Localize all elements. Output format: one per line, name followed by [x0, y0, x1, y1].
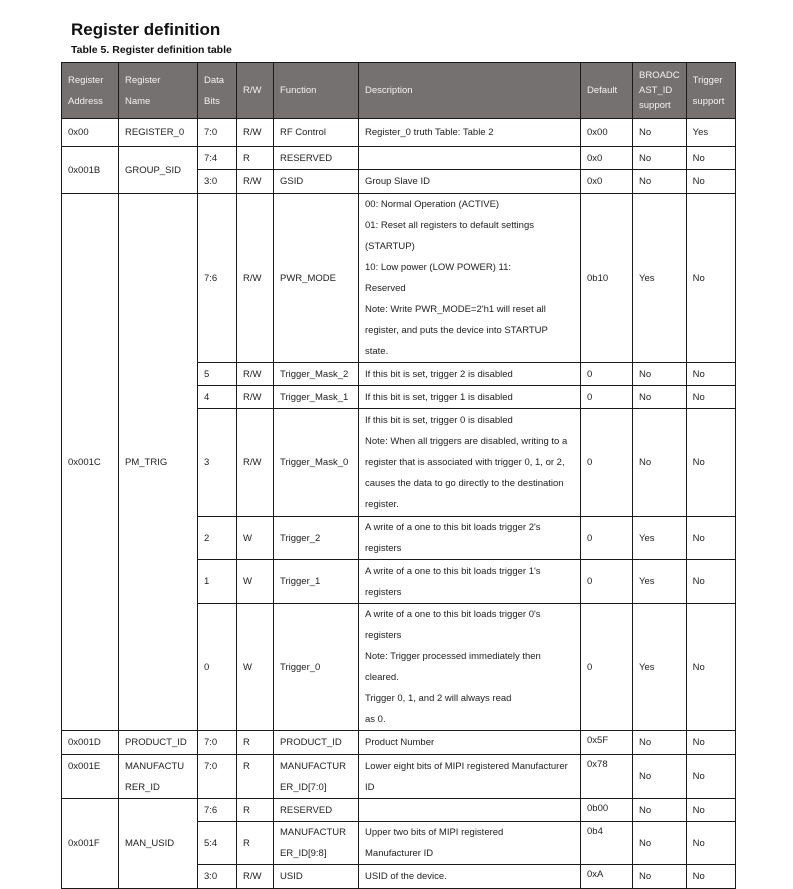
- data-bits: 2: [198, 517, 237, 560]
- function: PRODUCT_ID: [274, 731, 359, 755]
- data-bits: 3: [198, 409, 237, 517]
- trigger-support: No: [686, 755, 735, 799]
- trigger-support: No: [686, 147, 735, 170]
- table-header-row: [62, 63, 736, 119]
- function: Trigger_2: [274, 517, 359, 560]
- default-value: 0: [581, 604, 633, 731]
- rw-access: R: [237, 755, 274, 799]
- data-bits: 7:6: [198, 194, 237, 363]
- trigger-support: No: [686, 822, 735, 865]
- default-value: 0x5F: [581, 731, 633, 755]
- description: Upper two bits of MIPI registered Manufacturer ID: [359, 822, 581, 865]
- function: MANUFACTUR ER_ID[9:8]: [274, 822, 359, 865]
- description: A write of a one to this bit loads trigger 0's registers Note: Trigger processed immediately then cleared. Trigger 0, 1, and 2 will always read as 0.: [359, 604, 581, 731]
- function: Trigger_Mask_0: [274, 409, 359, 517]
- register-address: 0x001B: [62, 147, 119, 194]
- description: A write of a one to this bit loads trigger 2's registers: [359, 517, 581, 560]
- register-address: 0x001F: [62, 799, 119, 889]
- data-bits: 0: [198, 604, 237, 731]
- broadcast-support: Yes: [633, 560, 687, 604]
- function: RESERVED: [274, 147, 359, 170]
- register-address: 0x001C: [62, 194, 119, 731]
- default-value: 0x0: [581, 147, 633, 170]
- data-bits: 1: [198, 560, 237, 604]
- table-row: [62, 755, 736, 799]
- data-bits: 3:0: [198, 865, 237, 889]
- trigger-support: No: [686, 386, 735, 409]
- column-header-rw: R/W: [237, 63, 274, 119]
- rw-access: R/W: [237, 194, 274, 363]
- register-name: PM_TRIG: [119, 194, 198, 731]
- column-header-trigger-support: Trigger support: [686, 63, 735, 119]
- broadcast-support: No: [633, 731, 687, 755]
- broadcast-support: No: [633, 409, 687, 517]
- register-name: MAN_USID: [119, 799, 198, 889]
- register-name: GROUP_SID: [119, 147, 198, 194]
- rw-access: R/W: [237, 170, 274, 194]
- default-value: 0: [581, 560, 633, 604]
- broadcast-support: No: [633, 363, 687, 386]
- description: Lower eight bits of MIPI registered Manufacturer ID: [359, 755, 581, 799]
- register-address: 0x00: [62, 119, 119, 147]
- rw-access: R/W: [237, 386, 274, 409]
- column-header-broadcast-support: BROADC AST_ID support: [633, 63, 687, 119]
- default-value: 0xA: [581, 865, 633, 889]
- column-header-name: Register Name: [119, 63, 198, 119]
- register-address: 0x001D: [62, 731, 119, 755]
- column-header-description: Description: [359, 63, 581, 119]
- function: USID: [274, 865, 359, 889]
- register-address: 0x001E: [62, 755, 119, 799]
- default-value: 0b4: [581, 822, 633, 865]
- function: PWR_MODE: [274, 194, 359, 363]
- default-value: 0b10: [581, 194, 633, 363]
- default-value: 0: [581, 517, 633, 560]
- description: Product Number: [359, 731, 581, 755]
- broadcast-support: No: [633, 147, 687, 170]
- default-value: 0x0: [581, 170, 633, 194]
- column-header-data-bits: Data Bits: [198, 63, 237, 119]
- trigger-support: Yes: [686, 119, 735, 147]
- rw-access: R/W: [237, 409, 274, 517]
- register-definition-table: [61, 62, 736, 889]
- function: Trigger_Mask_2: [274, 363, 359, 386]
- broadcast-support: No: [633, 799, 687, 822]
- broadcast-support: No: [633, 119, 687, 147]
- function: GSID: [274, 170, 359, 194]
- data-bits: 4: [198, 386, 237, 409]
- section-heading: Register definition: [71, 20, 221, 39]
- rw-access: R: [237, 731, 274, 755]
- register-name: REGISTER_0: [119, 119, 198, 147]
- description: USID of the device.: [359, 865, 581, 889]
- data-bits: 5:4: [198, 822, 237, 865]
- rw-access: R: [237, 799, 274, 822]
- description: Group Slave ID: [359, 170, 581, 194]
- trigger-support: No: [686, 170, 735, 194]
- function: Trigger_1: [274, 560, 359, 604]
- column-header-address: Register Address: [62, 63, 119, 119]
- description: [359, 799, 581, 822]
- description: If this bit is set, trigger 2 is disabled: [359, 363, 581, 386]
- rw-access: R/W: [237, 119, 274, 147]
- column-header-default: Default: [581, 63, 633, 119]
- description: [359, 147, 581, 170]
- data-bits: 7:4: [198, 147, 237, 170]
- trigger-support: No: [686, 604, 735, 731]
- data-bits: 7:0: [198, 731, 237, 755]
- rw-access: R/W: [237, 865, 274, 889]
- broadcast-support: No: [633, 170, 687, 194]
- rw-access: W: [237, 604, 274, 731]
- trigger-support: No: [686, 560, 735, 604]
- table-row: [62, 731, 736, 755]
- broadcast-support: No: [633, 755, 687, 799]
- broadcast-support: Yes: [633, 194, 687, 363]
- table-row: [62, 194, 736, 363]
- default-value: 0: [581, 386, 633, 409]
- table-row: [62, 799, 736, 822]
- table-caption: Table 5. Register definition table: [71, 44, 232, 56]
- trigger-support: No: [686, 865, 735, 889]
- data-bits: 7:0: [198, 755, 237, 799]
- broadcast-support: Yes: [633, 604, 687, 731]
- default-value: 0: [581, 363, 633, 386]
- table-row: [62, 147, 736, 170]
- trigger-support: No: [686, 194, 735, 363]
- default-value: 0x00: [581, 119, 633, 147]
- register-name: PRODUCT_ID: [119, 731, 198, 755]
- trigger-support: No: [686, 517, 735, 560]
- data-bits: 7:6: [198, 799, 237, 822]
- function: Trigger_0: [274, 604, 359, 731]
- function: RESERVED: [274, 799, 359, 822]
- rw-access: W: [237, 517, 274, 560]
- default-value: 0: [581, 409, 633, 517]
- rw-access: R: [237, 822, 274, 865]
- data-bits: 3:0: [198, 170, 237, 194]
- table-row: [62, 119, 736, 147]
- broadcast-support: Yes: [633, 517, 687, 560]
- rw-access: R/W: [237, 363, 274, 386]
- function: MANUFACTUR ER_ID[7:0]: [274, 755, 359, 799]
- default-value: 0b00: [581, 799, 633, 822]
- data-bits: 5: [198, 363, 237, 386]
- trigger-support: No: [686, 363, 735, 386]
- default-value: 0x78: [581, 755, 633, 799]
- description: If this bit is set, trigger 1 is disabled: [359, 386, 581, 409]
- function: RF Control: [274, 119, 359, 147]
- description: Register_0 truth Table: Table 2: [359, 119, 581, 147]
- trigger-support: No: [686, 409, 735, 517]
- column-header-function: Function: [274, 63, 359, 119]
- broadcast-support: No: [633, 386, 687, 409]
- function: Trigger_Mask_1: [274, 386, 359, 409]
- trigger-support: No: [686, 731, 735, 755]
- broadcast-support: No: [633, 822, 687, 865]
- data-bits: 7:0: [198, 119, 237, 147]
- trigger-support: No: [686, 799, 735, 822]
- description: A write of a one to this bit loads trigger 1's registers: [359, 560, 581, 604]
- description: 00: Normal Operation (ACTIVE) 01: Reset all registers to default settings (STARTUP) 10: Low power (LOW POWER) 11: Reserved Note: Write PWR_MODE=2'h1 will reset all register, and puts the device into STARTUP state.: [359, 194, 581, 363]
- rw-access: W: [237, 560, 274, 604]
- register-name: MANUFACTU RER_ID: [119, 755, 198, 799]
- broadcast-support: No: [633, 865, 687, 889]
- description: If this bit is set, trigger 0 is disabled Note: When all triggers are disabled, writing to a register that is associated with trigger 0, 1, or 2, causes the data to go directly to the destination register.: [359, 409, 581, 517]
- rw-access: R: [237, 147, 274, 170]
